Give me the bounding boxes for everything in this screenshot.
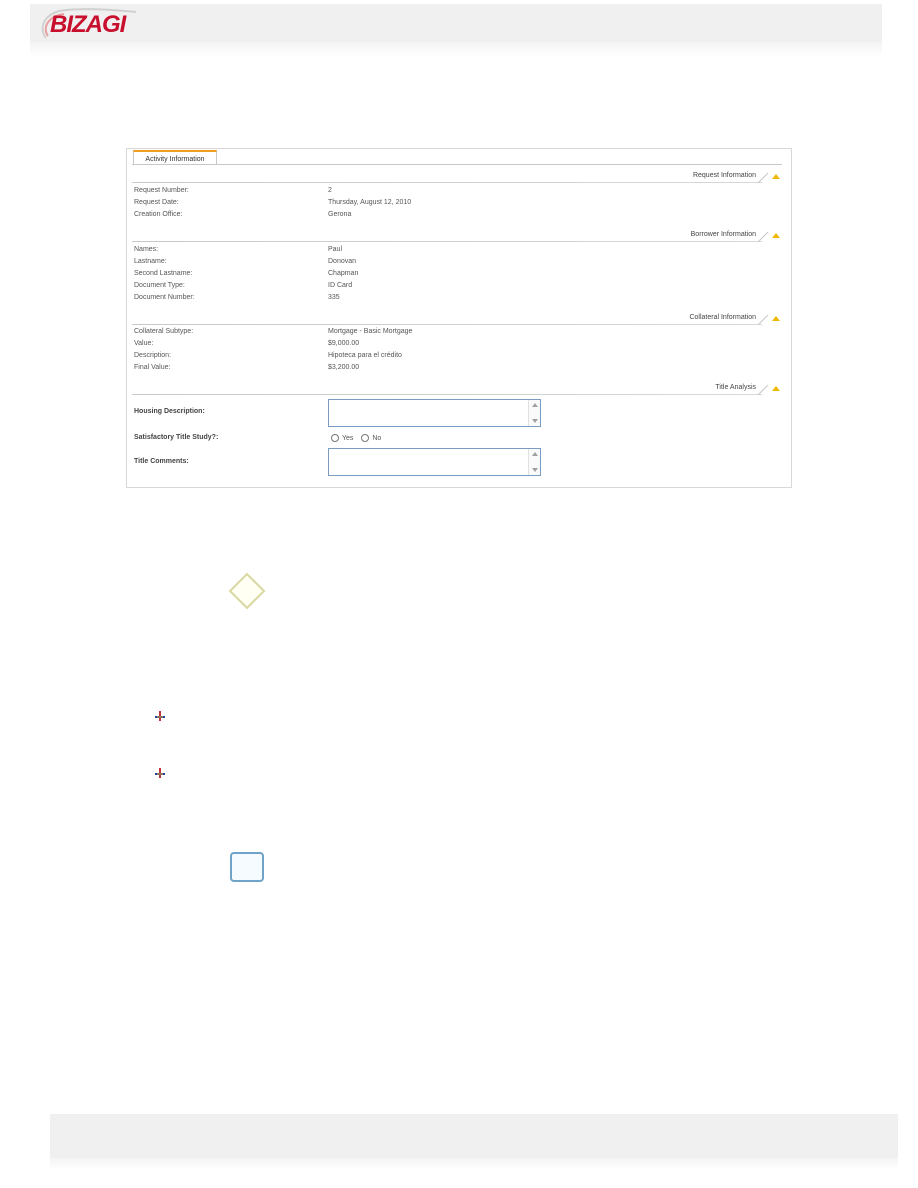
collapse-icon[interactable] — [772, 233, 780, 238]
radio-option-yes[interactable] — [331, 434, 353, 444]
field-label: Second Lastname: — [134, 270, 193, 277]
field-value: $3,200.00 — [328, 364, 360, 371]
collapse-icon[interactable] — [772, 174, 780, 179]
scroll-down-icon[interactable] — [532, 419, 538, 423]
housing-description-label: Housing Description: — [134, 408, 205, 415]
field-value: $9,000.00 — [328, 340, 360, 347]
title-study-radio-group — [331, 434, 387, 444]
field-value: ID Card — [328, 282, 353, 289]
field-second-lastname — [134, 269, 534, 279]
field-label: Names: — [134, 246, 159, 253]
section-slash-icon — [756, 172, 770, 184]
field-label: Final Value: — [134, 364, 171, 371]
field-document-number — [134, 293, 534, 303]
logo-text: BIZAGI — [50, 11, 126, 38]
scroll-up-icon[interactable] — [532, 403, 538, 407]
title-comments-textarea[interactable] — [328, 448, 541, 476]
field-value: Mortgage - Basic Mortgage — [328, 328, 413, 335]
radio-yes[interactable] — [331, 434, 339, 442]
footer-bar — [50, 1114, 898, 1158]
plus-marker-icon — [154, 767, 166, 779]
title-study-label: Satisfactory Title Study?: — [134, 434, 219, 441]
field-document-type — [134, 281, 534, 291]
plus-marker-icon — [154, 710, 166, 722]
field-request-number — [134, 186, 534, 196]
field-value — [134, 339, 534, 349]
field-description — [134, 351, 534, 361]
scroll-up-icon[interactable] — [532, 452, 538, 456]
collapse-icon[interactable] — [772, 316, 780, 321]
task-rectangle-icon — [230, 852, 264, 882]
footer-shadow — [50, 1158, 898, 1170]
gateway-diamond-icon — [229, 573, 266, 610]
field-label: Request Number: — [134, 187, 189, 194]
field-collateral-subtype — [134, 327, 534, 337]
field-label: Description: — [134, 352, 171, 359]
section-header-collateral[interactable] — [132, 313, 782, 325]
radio-no[interactable] — [361, 434, 369, 442]
field-label: Value: — [134, 340, 154, 347]
header-bar — [30, 4, 882, 42]
section-title: Collateral Information — [689, 314, 756, 321]
field-value: 2 — [328, 187, 332, 194]
field-creation-office — [134, 210, 534, 220]
section-title: Borrower Information — [690, 231, 756, 238]
section-title: Title Analysis — [715, 384, 756, 391]
field-names — [134, 245, 534, 255]
section-header-title-analysis[interactable] — [132, 383, 782, 395]
field-value: Donovan — [328, 258, 357, 265]
section-title: Request Information — [692, 172, 756, 179]
section-slash-icon — [756, 384, 770, 396]
field-request-date — [134, 198, 534, 208]
field-final-value — [134, 363, 534, 373]
radio-option-no[interactable] — [361, 434, 381, 444]
title-comments-label: Title Comments: — [134, 458, 189, 465]
field-value: 335 — [328, 294, 340, 301]
section-slash-icon — [756, 314, 770, 326]
textarea-scrollbar[interactable] — [528, 400, 540, 426]
field-label: Creation Office: — [134, 211, 183, 218]
field-label: Document Type: — [134, 282, 185, 289]
scroll-down-icon[interactable] — [532, 468, 538, 472]
field-lastname — [134, 257, 534, 267]
housing-description-textarea[interactable] — [328, 399, 541, 427]
field-value: Gerona — [328, 211, 352, 218]
section-divider — [132, 241, 762, 242]
textarea-scrollbar[interactable] — [528, 449, 540, 475]
field-value: Chapman — [328, 270, 359, 277]
field-value: Hipoteca para el crédito — [328, 352, 402, 359]
bizagi-logo — [36, 4, 156, 44]
field-value: Thursday, August 12, 2010 — [328, 199, 412, 206]
header-shadow — [30, 42, 882, 58]
field-label: Lastname: — [134, 258, 167, 265]
field-label: Request Date: — [134, 199, 179, 206]
tab-activity-information[interactable]: Activity Information — [133, 150, 217, 165]
field-label: Document Number: — [134, 294, 195, 301]
field-value: Paul — [328, 246, 343, 253]
radio-no-label: No — [372, 435, 382, 442]
field-label: Collateral Subtype: — [134, 328, 194, 335]
section-slash-icon — [756, 231, 770, 243]
radio-yes-label: Yes — [342, 435, 354, 442]
section-header-request[interactable] — [132, 171, 782, 183]
section-header-borrower[interactable] — [132, 230, 782, 242]
section-divider — [132, 394, 762, 395]
section-divider — [132, 182, 762, 183]
collapse-icon[interactable] — [772, 386, 780, 391]
section-divider — [132, 324, 762, 325]
